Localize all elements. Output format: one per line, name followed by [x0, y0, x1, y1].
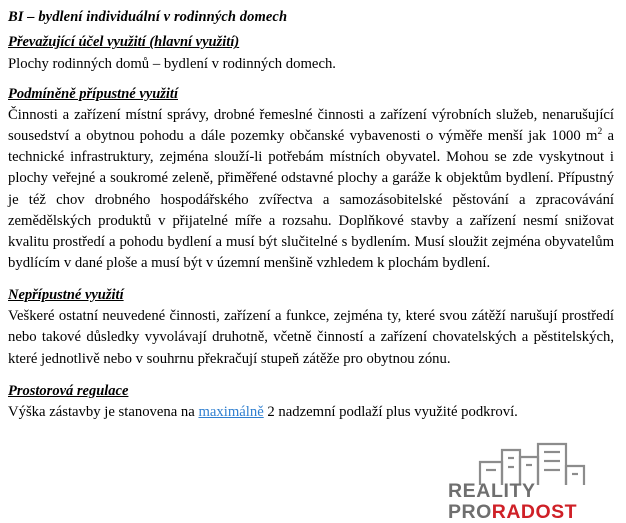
watermark-logo — [448, 440, 618, 523]
conditional-use-text-part2: a technické infrastruktury, zejména slouží-li potřebám místních obyvatel. Mohou se zde vyskytnout i plochy veřejné a soukromé zeleně, přiměřené odstavné plochy a garáže k objektům bydlení. Přípustný je též chov drobného hospodářského zvířectva a samozásobitelské pěstování a zpracovávání zemědělských produktů v přijatelné míře a rozsahu. Doplňkové stavby a zařízení nesmí snižovat kvalitu prostředí a pohodu bydlení a musí být slučitelné s bydlením. Musí sloužit zejména obyvatelům bydlícím v dané ploše a musí být v územní menšině vzhledem k plochám bydlení. — [8, 127, 614, 272]
maximally-link[interactable]: maximálně — [198, 403, 264, 420]
section-heading-spatial-regulation: Prostorová regulace — [8, 382, 129, 399]
watermark-line2-pro: PRO — [448, 500, 492, 523]
watermark-text — [448, 482, 618, 522]
city-skyline-icon — [476, 440, 588, 486]
section-paragraph-conditional-use — [8, 105, 614, 274]
watermark-line2 — [448, 500, 618, 523]
section-heading-main-use: Převažující účel využití (hlavní využití) — [8, 34, 240, 51]
area-unit-base: 1000 m — [551, 127, 598, 144]
conditional-use-text-part1: Činnosti a zařízení místní správy, drobné řemeslné činnosti a zařízení výrobních služeb, nenarušující sousedství a obytnou pohodu a dále pozemky občanské vybavenosti o výměře menší jak — [8, 106, 614, 144]
area-unit-exponent: 2 — [597, 127, 603, 138]
watermark-line2-radost: RADOST — [491, 500, 578, 523]
section-paragraph-prohibited-use: Veškeré ostatní neuvedené činnosti, zařízení a funkce, zejména ty, které svou zátěží narušují prostředí nebo takové důsledky vyvolávají druhotně, včetně činností a zařízení chovatelských a pěstitelských, které jednotlivě nebo v souhrnu překračují stupeň zátěže pro obytnou zónu. — [8, 308, 614, 367]
page-title: BI – bydlení individuální v rodinných domech — [8, 9, 288, 25]
spatial-regulation-text-part1: Výška zástavby je stanovena na — [8, 403, 199, 420]
section-heading-conditional-use: Podmíněně přípustné využití — [8, 85, 178, 102]
spatial-regulation-text-part2: 2 nadzemní podlaží plus využité podkroví. — [263, 403, 518, 420]
section-paragraph-main-use: Plochy rodinných domů – bydlení v rodinných domech. — [8, 55, 336, 72]
watermark-line1: REALITY — [448, 480, 536, 502]
section-heading-prohibited-use: Nepřípustné využití — [8, 287, 124, 304]
section-paragraph-spatial-regulation — [8, 402, 614, 423]
